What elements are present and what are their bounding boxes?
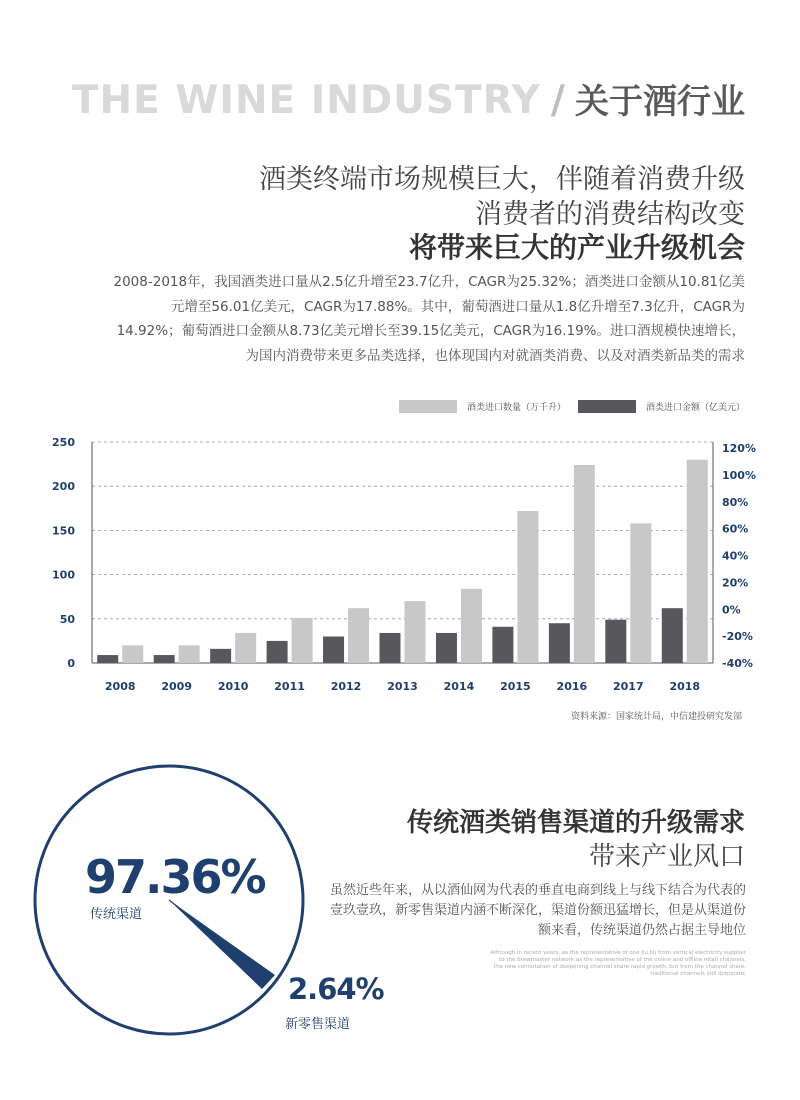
section2-body: 虽然近些年来，从以酒仙网为代表的垂直电商到线上与线下结合为代表的壹玖壹玖，新零售渠道内涵不断深化，渠道份额迅猛增长，但是从渠道份额来看，传统渠道仍然占据主导地位 [330,883,747,938]
x-tick-label: 2012 [330,680,362,693]
bar-import-value [210,649,231,663]
header-english-title: THE WINE INDUSTRY [71,78,541,123]
bar-import-value [323,636,344,663]
bar-import-volume [574,465,595,663]
x-tick-label: 2018 [669,680,701,693]
y-left-tick-label: 200 [52,480,75,494]
bar-import-value [605,620,626,663]
y-left-tick-label: 250 [52,436,75,449]
y-right-tick-label: 40% [722,549,749,563]
legend-label-value: 酒类进口金额（亿美元） [645,403,745,413]
header-slash: / [550,78,565,123]
chart-source: 资料来源：国家统计局，中信建投研究发部 [570,712,742,722]
bar-import-value [97,655,118,663]
pie-slice-new-retail [169,900,275,989]
section2-subtitle: 带来产业风口 [588,842,745,872]
new-retail-share-value: 2.64% [288,972,384,1006]
header-chinese-title: 关于酒行业 [575,82,745,122]
y-right-tick-label: 100% [722,468,756,482]
section2-title: 传统酒类销售渠道的升级需求 [406,808,745,838]
bar-import-volume [461,589,482,663]
bar-import-value [436,633,457,663]
bar-import-volume [179,645,200,663]
x-tick-label: 2010 [217,680,249,693]
x-tick-label: 2008 [104,680,136,693]
pie-callout-line [169,900,255,967]
x-tick-label: 2017 [613,680,644,693]
x-tick-label: 2013 [387,680,418,693]
bar-import-volume [292,618,313,663]
bar-import-value [662,608,683,663]
channel-share-pie [0,760,420,1060]
bar-import-value [549,623,570,663]
y-left-tick-label: 50 [59,612,75,626]
y-right-tick-label: 20% [722,576,749,590]
x-tick-label: 2011 [274,680,305,693]
y-right-tick-label: 0% [722,603,741,617]
y-right-tick-label: -40% [722,657,753,670]
x-tick-label: 2015 [500,680,531,693]
traditional-share-label: 传统渠道 [90,907,143,922]
bar-import-volume [235,633,256,663]
page-header [72,74,745,123]
bar-import-value [492,627,513,663]
y-left-tick-label: 100 [52,568,75,582]
intro-paragraph: 2008-2018年，我国酒类进口量从2.5亿升增至23.7亿升，CAGR为25.32%；酒类进口金额从10.81亿美元增至56.01亿美元，CAGR为17.88%。其中，葡萄酒进口量从1.8亿升增至7.3亿升，CAGR为14.92%；葡萄酒进口金额从8.73亿美元增长至39.15亿美元，CAGR为16.19%。进口酒规模快速增长，为国内消费带来更多品类选择，也体现国内对就酒类消费、以及对酒类新品类的需求 [113,274,745,364]
y-right-tick-label: -20% [722,630,753,644]
bar-import-volume [405,601,426,663]
chart-legend [387,400,745,413]
x-tick-label: 2014 [443,680,475,693]
headline-line-3: 将带来巨大的产业升级机会 [408,231,745,264]
legend-item-value [578,400,745,413]
bar-import-volume [630,523,651,663]
y-left-tick-label: 150 [52,524,75,538]
legend-swatch-value [578,400,636,413]
bar-import-volume [122,645,143,663]
legend-label-volume: 酒类进口数量（万千升） [466,403,566,413]
new-retail-share-label: 新零售渠道 [285,1017,351,1032]
legend-item-volume [399,400,566,413]
bar-import-value [380,633,401,663]
import-bar-chart [0,430,800,710]
y-right-tick-label: 120% [722,442,756,455]
y-left-tick-label: 0 [67,657,75,670]
x-tick-label: 2009 [161,680,192,693]
bar-import-value [154,655,175,663]
y-right-tick-label: 80% [722,495,749,509]
section2-english-body: Although in recent years, as the representative of one Jiu Jiu from vertical electricity supplier to the brewmaster network as the representative of the online and offline retail channels, the new connotation of deepening channel share rapid growth, but from the channel share, traditional channels still dominate; [490,950,746,977]
y-right-tick-label: 60% [722,522,749,536]
bar-import-volume [687,460,708,663]
legend-swatch-volume [399,400,457,413]
x-tick-label: 2016 [556,680,588,693]
bar-import-volume [348,608,369,663]
bar-import-value [267,641,288,663]
headline-line-2: 消费者的消费结构改变 [475,199,745,230]
headline-line-1: 酒类终端市场规模巨大，伴随着消费升级 [259,164,745,195]
traditional-share-value: 97.36% [85,850,265,904]
bar-import-volume [517,511,538,663]
